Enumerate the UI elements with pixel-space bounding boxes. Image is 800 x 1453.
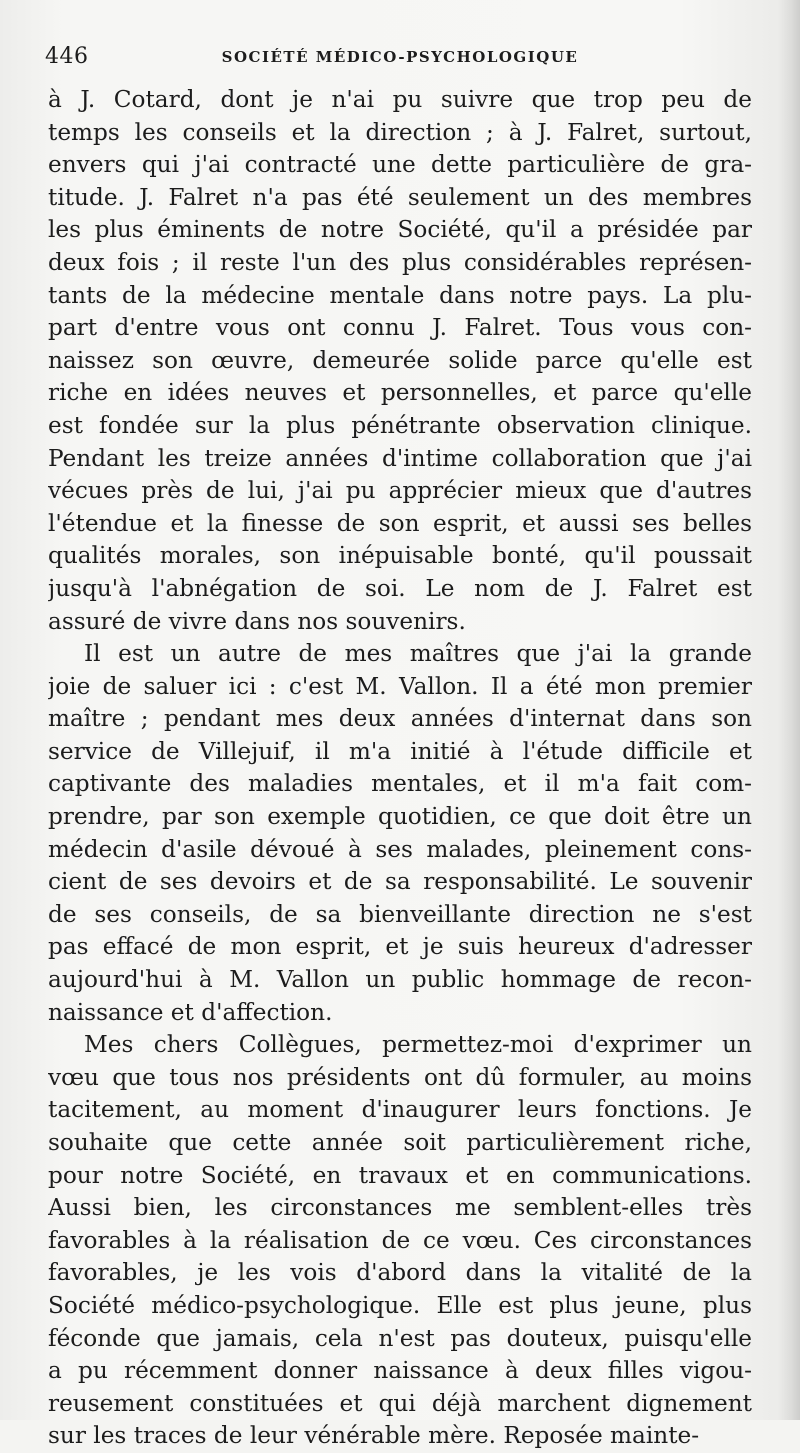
text-line: Société médico-psychologique. Elle est plus jeune, plus — [48, 1291, 752, 1319]
text-line: envers qui j'ai contracté une dette particulière de gra- — [48, 151, 752, 179]
text-line: de ses conseils, de sa bienveillante direction ne s'est — [48, 900, 752, 928]
page-number: 446 — [45, 44, 89, 69]
text-line: temps les conseils et la direction ; à J. Falret, surtout, — [48, 118, 752, 146]
text-line: a pu récemment donner naissance à deux filles vigou- — [48, 1357, 752, 1385]
text-line: riche en idées neuves et personnelles, et parce qu'elle — [48, 379, 752, 407]
text-line: Mes chers Collègues, permettez-moi d'exprimer un — [84, 1031, 752, 1059]
text-line: naissance et d'affection. — [48, 998, 333, 1026]
text-line: est fondée sur la plus pénétrante observation clinique. — [48, 411, 752, 439]
page-header — [45, 44, 755, 74]
paragraph — [48, 1029, 752, 1453]
text-line: médecin d'asile dévoué à ses malades, pleinement cons- — [48, 835, 752, 863]
running-title: SOCIÉTÉ MÉDICO-PSYCHOLOGIQUE — [221, 48, 579, 66]
text-line: favorables à la réalisation de ce vœu. Ces circonstances — [48, 1226, 752, 1254]
text-line: part d'entre vous ont connu J. Falret. Tous vous con- — [48, 314, 752, 342]
text-line: tacitement, au moment d'inaugurer leurs fonctions. Je — [48, 1096, 752, 1124]
text-line: Aussi bien, les circonstances me semblent-elles très — [48, 1194, 752, 1222]
text-line: vœu que tous nos présidents ont dû formuler, au moins — [48, 1063, 752, 1091]
page-edge-shadow — [778, 0, 800, 1420]
text-line: sur les traces de leur vénérable mère. Reposée mainte- — [48, 1422, 700, 1450]
text-line: joie de saluer ici : c'est M. Vallon. Il a été mon premier — [48, 672, 752, 700]
text-line: assuré de vivre dans nos souvenirs. — [48, 607, 466, 635]
text-line: service de Villejuif, il m'a initié à l'étude difficile et — [48, 737, 752, 765]
text-line: Pendant les treize années d'intime collaboration que j'ai — [48, 444, 752, 472]
text-line: féconde que jamais, cela n'est pas douteux, puisqu'elle — [48, 1324, 752, 1352]
text-line: jusqu'à l'abnégation de soi. Le nom de J. Falret est — [48, 574, 752, 602]
text-line: cient de ses devoirs et de sa responsabilité. Le souvenir — [48, 868, 752, 896]
text-line: captivante des maladies mentales, et il m'a fait com- — [48, 770, 752, 798]
text-line: qualités morales, son inépuisable bonté, qu'il poussait — [48, 542, 752, 570]
text-line: tants de la médecine mentale dans notre pays. La plu- — [48, 281, 752, 309]
text-line: pas effacé de mon esprit, et je suis heureux d'adresser — [48, 933, 752, 961]
text-line: deux fois ; il reste l'un des plus considérables représen- — [48, 248, 752, 276]
text-line: maître ; pendant mes deux années d'internat dans son — [48, 705, 752, 733]
text-line: à J. Cotard, dont je n'ai pu suivre que trop peu de — [48, 86, 752, 113]
text-line: les plus éminents de notre Société, qu'il a présidée par — [48, 216, 752, 244]
text-line: naissez son œuvre, demeurée solide parce qu'elle est — [48, 346, 752, 374]
text-line: pour notre Société, en travaux et en communications. — [48, 1161, 752, 1189]
paragraph — [48, 638, 752, 1029]
text-line: l'étendue et la finesse de son esprit, et aussi ses belles — [48, 509, 752, 537]
text-line: titude. J. Falret n'a pas été seulement un des membres — [48, 183, 752, 211]
paragraph — [48, 84, 752, 638]
text-line: prendre, par son exemple quotidien, ce que doit être un — [48, 803, 752, 831]
text-line: favorables, je les vois d'abord dans la vitalité de la — [48, 1259, 752, 1287]
text-line: souhaite que cette année soit particulièrement riche, — [48, 1129, 752, 1156]
text-line: vécues près de lui, j'ai pu apprécier mieux que d'autres — [48, 477, 752, 505]
text-line: Il est un autre de mes maîtres que j'ai la grande — [84, 640, 752, 668]
body-text — [48, 84, 752, 1453]
text-line: aujourd'hui à M. Vallon un public hommage de recon- — [48, 966, 752, 994]
text-line: reusement constituées et qui déjà marchent dignement — [48, 1389, 752, 1417]
